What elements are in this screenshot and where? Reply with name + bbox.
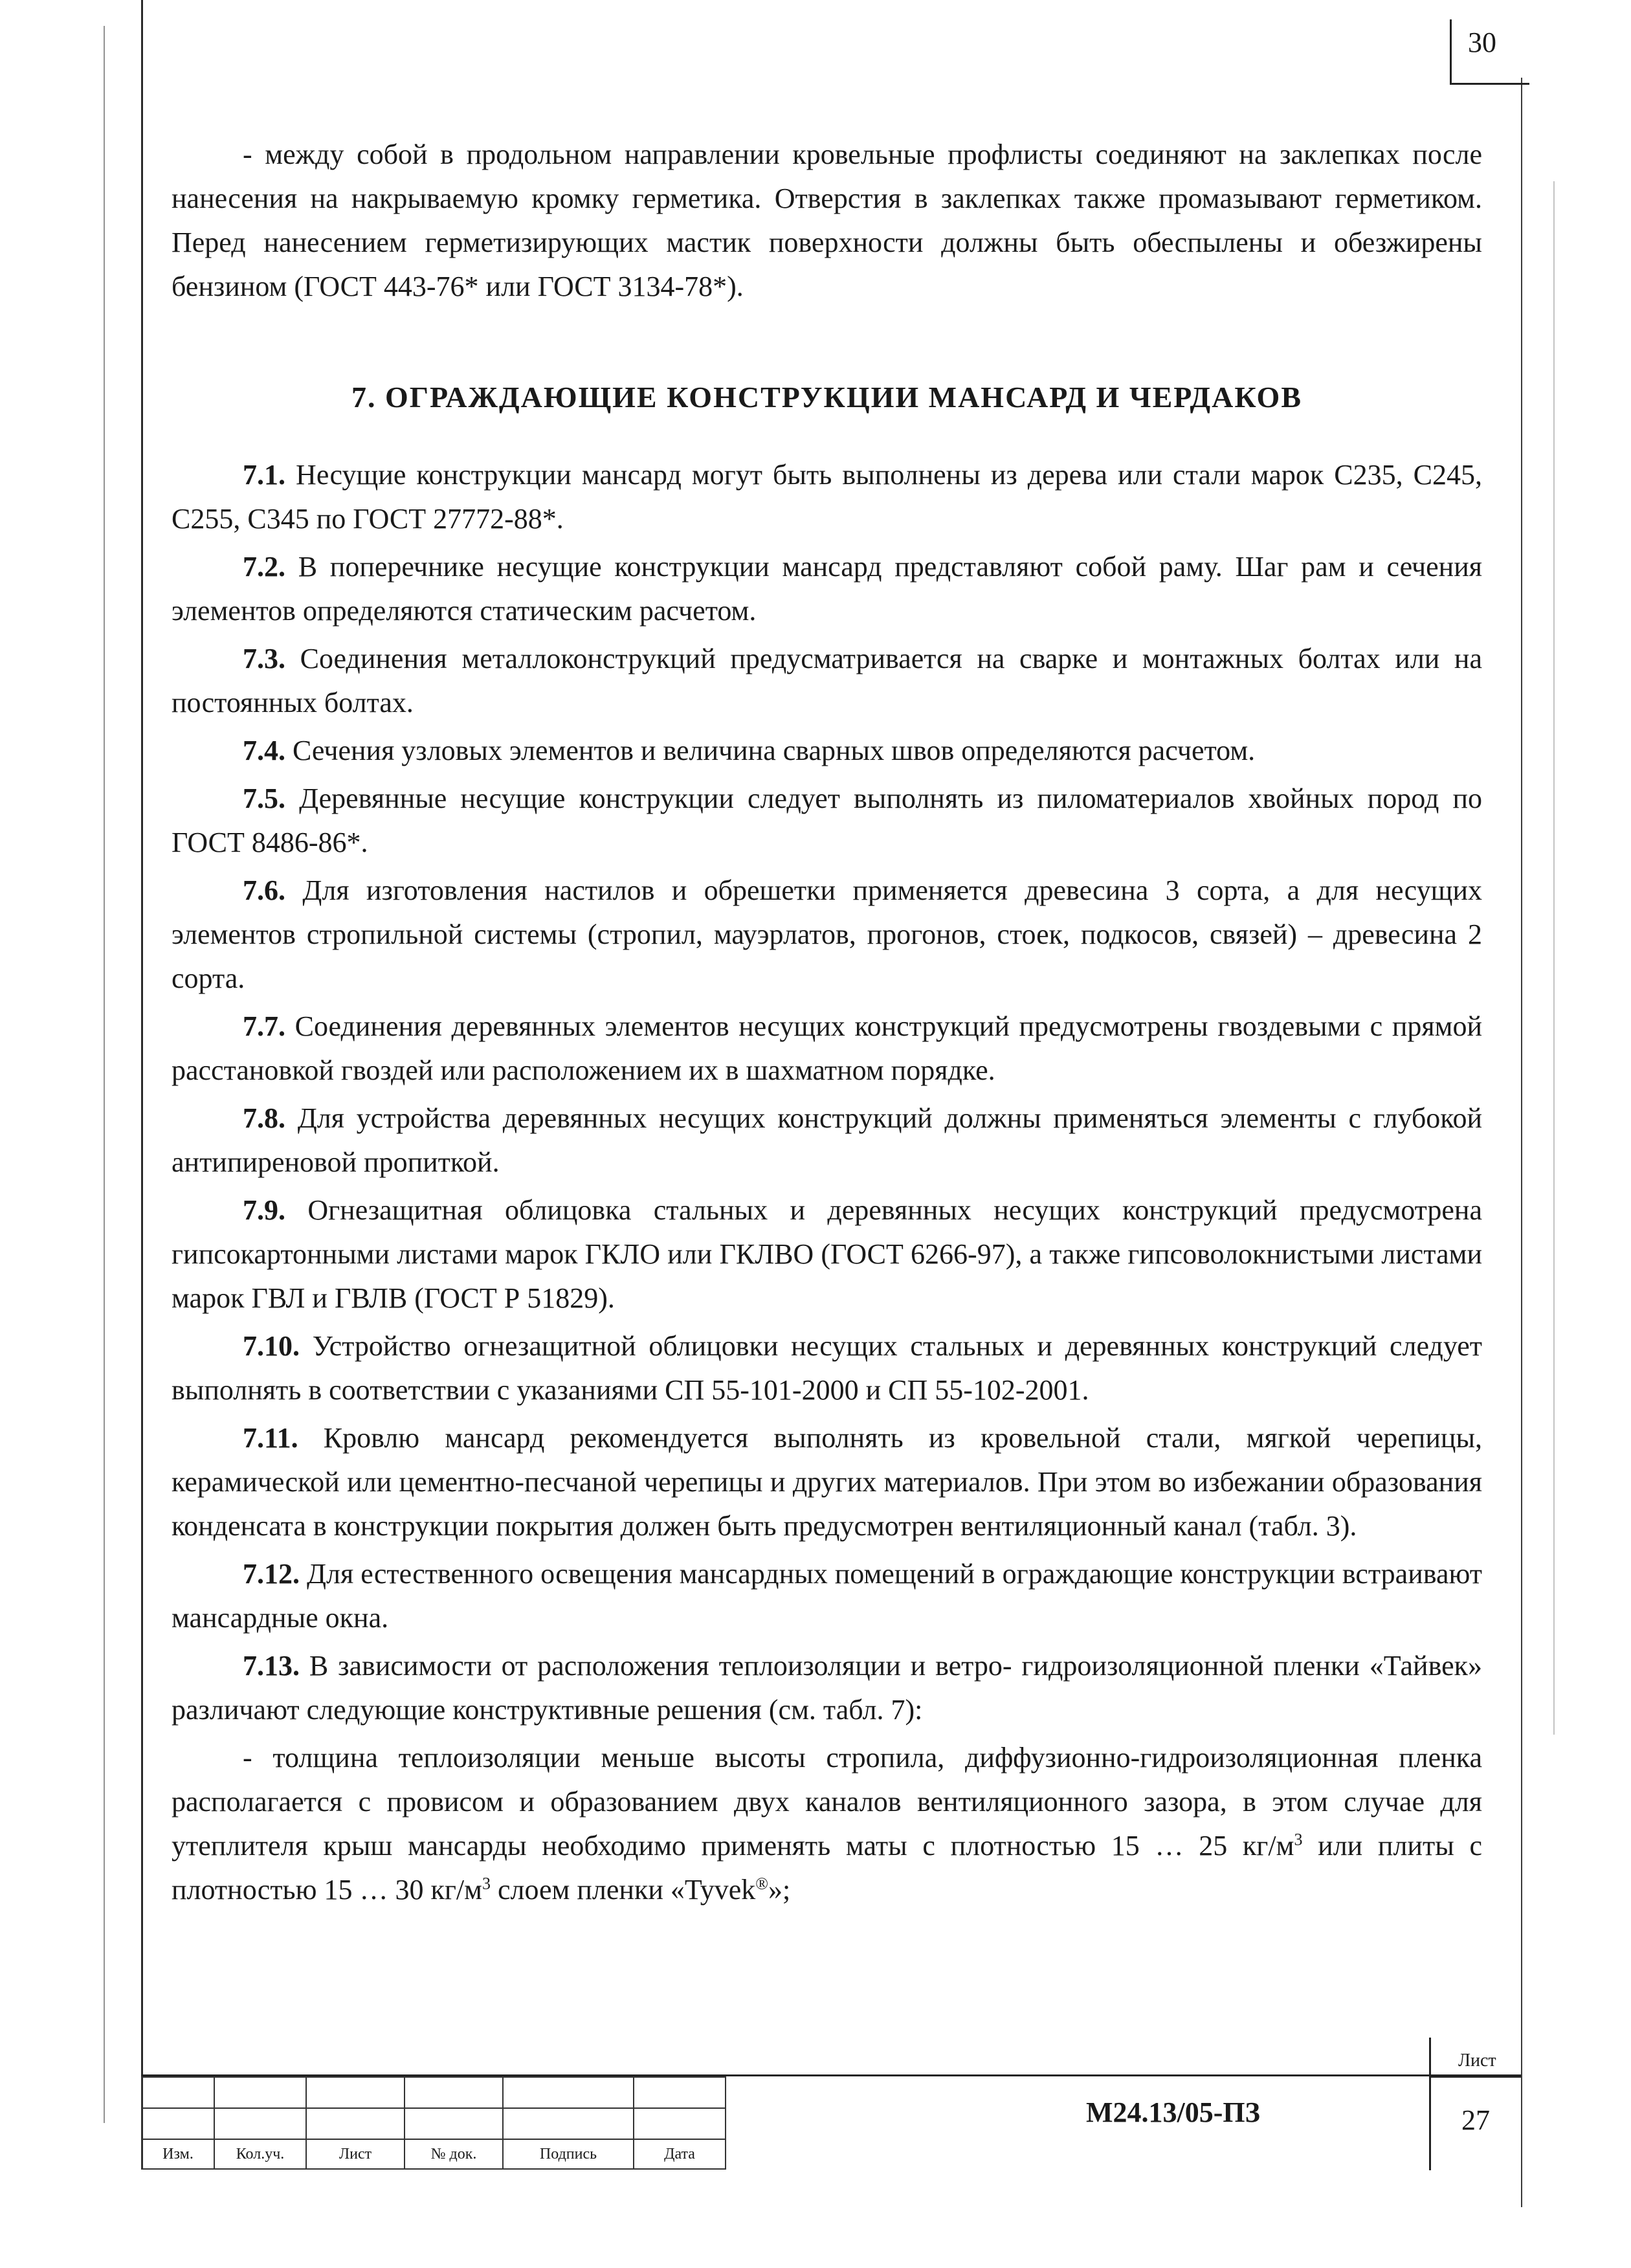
title-block [141, 2051, 1521, 2170]
header-date: Дата [634, 2139, 726, 2169]
items-list [172, 453, 1482, 1732]
item-text: В поперечнике несущие конструкции мансард представляют собой раму. Шаг рам и сечения элементов определяются статическим расчетом. [172, 551, 1482, 627]
sheet-divider [1429, 2076, 1521, 2078]
last-paragraph [172, 1736, 1482, 1912]
header-kol-uch: Кол.уч. [214, 2139, 306, 2169]
list-item [172, 777, 1482, 865]
revision-table [141, 2076, 726, 2170]
item-text: Огнезащитная облицовка стальных и деревянных несущих конструкций предусмотрена гипсокартонными листами марок ГКЛО или ГКЛВО (ГОСТ 6266-97), а также гипсоволокнистыми листами марок ГВЛ и ГВЛВ (ГОСТ Р 51829). [172, 1194, 1482, 1314]
item-text: Сечения узловых элементов и величина сварных швов определяются расчетом. [293, 735, 1256, 766]
document-body [172, 133, 1482, 1912]
item-number: 7.9. [243, 1194, 285, 1226]
item-text: В зависимости от расположения теплоизоляции и ветро- гидроизоляционной пленки «Тайвек» различают следующие конструктивные решения (см. табл. 7): [172, 1650, 1482, 1726]
registered-mark: ® [755, 1874, 768, 1893]
list-item [172, 1416, 1482, 1548]
item-text: Деревянные несущие конструкции следует выполнять из пиломатериалов хвойных пород по ГОСТ 8486-86*. [172, 783, 1482, 858]
list-item [172, 453, 1482, 541]
item-number: 7.2. [243, 551, 285, 583]
item-number: 7.5. [243, 783, 285, 814]
item-number: 7.7. [243, 1010, 285, 1042]
item-number: 7.3. [243, 643, 285, 674]
item-text: Устройство огнезащитной облицовки несущих стальных и деревянных конструкций следует выполнять в соответствии с указаниями СП 55-101-2000 и СП 55-102-2001. [172, 1330, 1482, 1406]
list-item [172, 1644, 1482, 1732]
list-item [172, 545, 1482, 633]
item-number: 7.4. [243, 735, 285, 766]
item-number: 7.1. [243, 459, 285, 491]
superscript: 3 [1294, 1830, 1303, 1849]
item-text: Для естественного освещения мансардных помещений в ограждающие конструкции встраивают мансардные окна. [172, 1558, 1483, 1634]
last-para-text-4: »; [768, 1874, 791, 1906]
last-para-text-2: или плиты с плотностью 15 … 30 кг/м [172, 1830, 1483, 1906]
list-item [172, 1324, 1482, 1412]
list-item [172, 729, 1482, 773]
item-number: 7.6. [243, 874, 285, 906]
list-item [172, 1188, 1482, 1320]
document-code: М24.13/05-ПЗ [1086, 2096, 1260, 2128]
last-para-text-1: - толщина теплоизоляции меньше высоты стропила, диффузионно-гидроизоляционная пленка располагается с провисом и образованием двух каналов вентиляционного зазора, в этом случае для утеплителя крыш мансарды необходимо применять маты с плотностью 15 … 25 кг/м [172, 1742, 1482, 1862]
item-number: 7.8. [243, 1102, 285, 1134]
scan-edge-line [1553, 181, 1555, 1735]
intro-paragraph: - между собой в продольном направлении кровельные профлисты соединяют на заклепках после нанесения на накрываемую кромку герметика. Отверстия в заклепках также промазывают герметиком. Перед нанесением герметизирующих мастик поверхности должны быть обеспылены и обезжирены бензином (ГОСТ 443-76* или ГОСТ 3134-78*). [172, 139, 1482, 302]
superscript: 3 [482, 1874, 491, 1893]
item-text: Для устройства деревянных несущих конструкций должны применяться элементы с глубокой антипиреновой пропиткой. [172, 1102, 1482, 1178]
section-title: 7. ОГРАЖДАЮЩИЕ КОНСТРУКЦИИ МАНСАРД И ЧЕРДАКОВ [351, 381, 1302, 414]
item-text: Соединения металлоконструкций предусматривается на сварке и монтажных болтах или на постоянных болтах. [172, 643, 1482, 718]
last-para-text-3: слоем пленки «Tyvek [490, 1874, 756, 1906]
frame-right-line [1521, 78, 1522, 2207]
list-item [172, 637, 1482, 725]
item-number: 7.12. [243, 1558, 300, 1590]
header-doc-no: № док. [405, 2139, 503, 2169]
item-text: Для изготовления настилов и обрешетки применяется древесина 3 сорта, а для несущих элементов стропильной системы (стропил, мауэрлатов, прогонов, стоек, подкосов, связей) – древесина 2 сорта. [172, 874, 1482, 994]
item-number: 7.11. [243, 1422, 298, 1454]
sheet-label: Лист [1458, 2051, 1496, 2071]
item-text: Несущие конструкции мансард могут быть выполнены из дерева или стали марок С235, С245, С255, С345 по ГОСТ 27772-88*. [172, 459, 1483, 535]
page-number: 30 [1468, 27, 1496, 58]
list-item [172, 869, 1482, 1001]
sheet-number: 27 [1461, 2104, 1490, 2136]
item-number: 7.13. [243, 1650, 300, 1682]
item-number: 7.10. [243, 1330, 300, 1362]
frame-outer-line [104, 26, 105, 2123]
list-item [172, 1005, 1482, 1093]
frame-left-line [141, 0, 143, 2168]
item-text: Кровлю мансард рекомендуется выполнять из кровельной стали, мягкой черепицы, керамической или цементно-песчаной черепицы и других материалов. При этом во избежании образования конденсата в конструкции покрытия должен быть предусмотрен вентиляционный канал (табл. 3). [172, 1422, 1483, 1542]
list-item [172, 1096, 1482, 1184]
list-item [172, 1552, 1482, 1640]
item-text: Соединения деревянных элементов несущих конструкций предусмотрены гвоздевыми с прямой расстановкой гвоздей или расположением их в шахматном порядке. [172, 1010, 1483, 1086]
header-izm: Изм. [142, 2139, 214, 2169]
header-list: Лист [306, 2139, 405, 2169]
header-signature: Подпись [503, 2139, 634, 2169]
